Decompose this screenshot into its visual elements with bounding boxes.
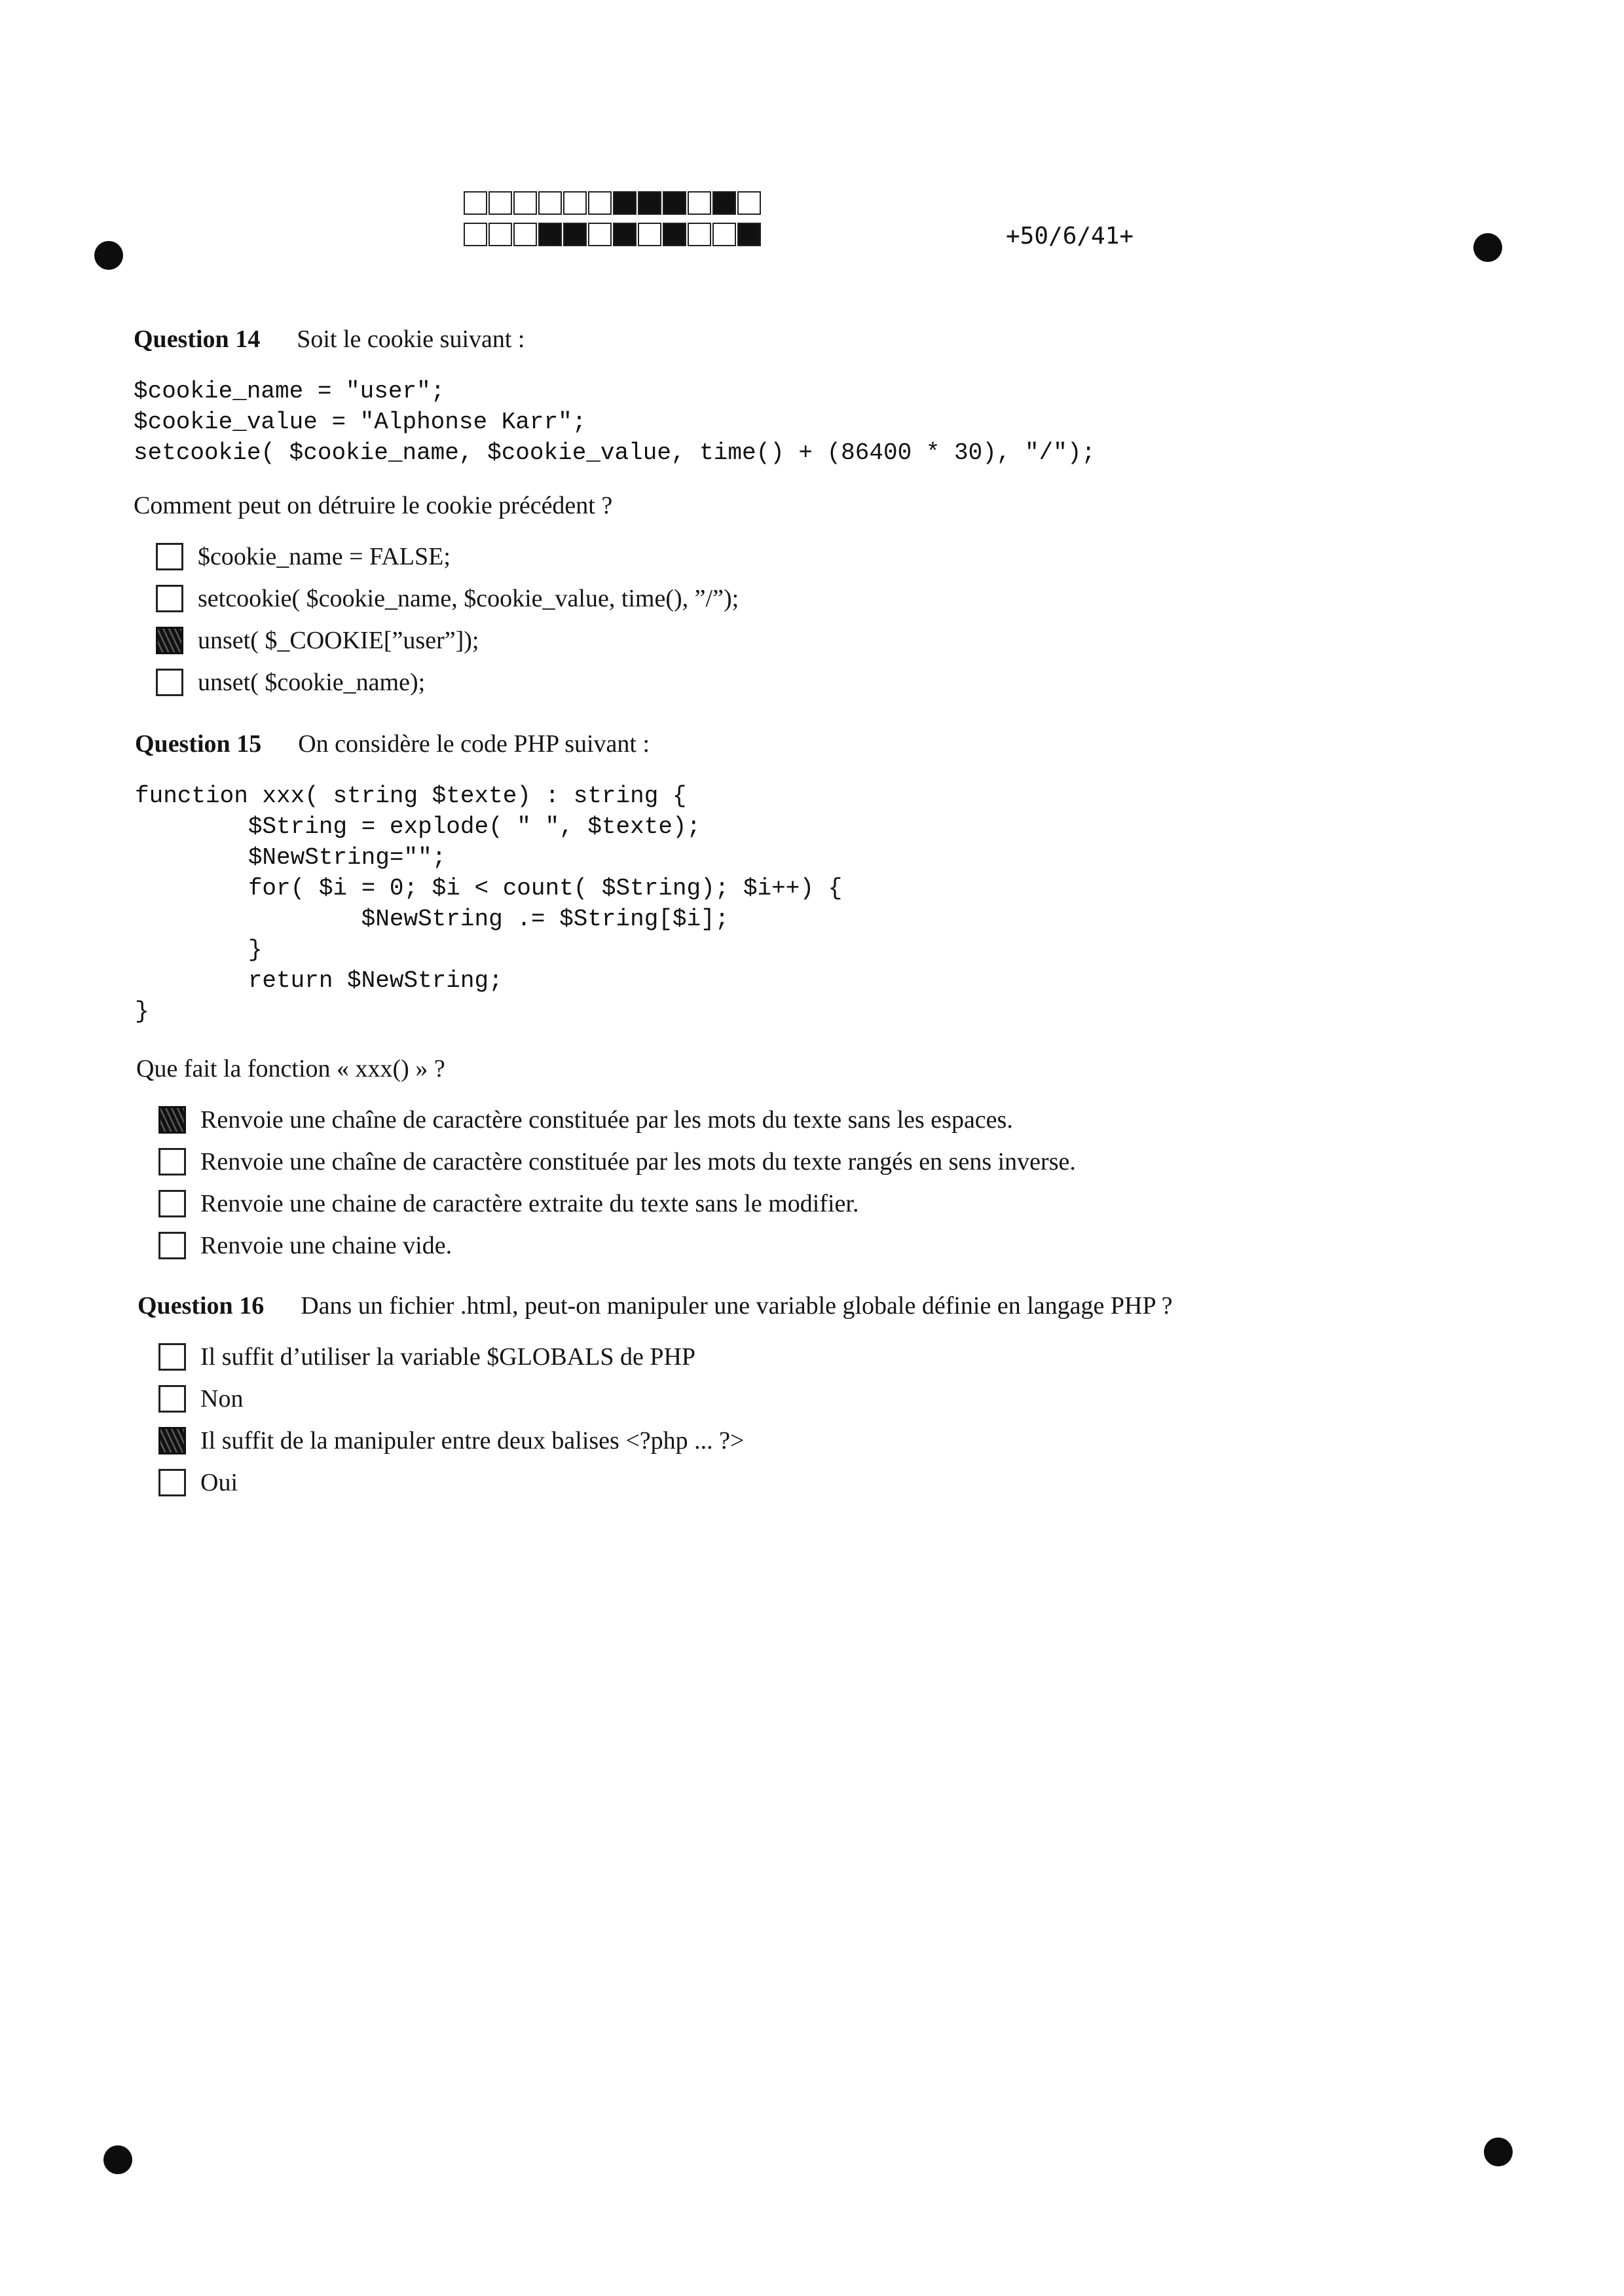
question-16-choice-4[interactable] [158, 1468, 238, 1497]
page-code-bottom-cell [663, 223, 686, 246]
page-code-bottom-cell [538, 223, 562, 246]
page-code-bottom-cell [588, 223, 612, 246]
question-14-choice-2[interactable] [156, 584, 739, 613]
page-code-top-cell [688, 191, 711, 215]
question-label: Question 15 [135, 730, 262, 758]
choice-label: unset( $cookie_name); [198, 669, 426, 696]
choice-label: Renvoie une chaîne de caractère constituée par les mots du texte sans les espaces. [200, 1106, 1013, 1134]
question-14-ask: Comment peut on détruire le cookie précédent ? [134, 492, 613, 519]
page-code-top-cell [613, 191, 637, 215]
choice-label: Non [200, 1385, 244, 1413]
page-code-top-cell [563, 191, 587, 215]
question-14-code: $cookie_name = "user"; $cookie_value = "Alphonse Karr"; setcookie( $cookie_name, $cookie_value, time() + (86400 * 30), "/"); [134, 378, 1096, 466]
question-prompt: Dans un fichier .html, peut-on manipuler une variable globale définie en langage PHP ? [301, 1292, 1173, 1320]
question-16-choice-3[interactable] [158, 1426, 744, 1455]
question-14-choice-4[interactable] [156, 668, 425, 697]
choice-label: setcookie( $cookie_name, $cookie_value, time(), ”/”); [198, 585, 739, 612]
page-code-bottom-cell [712, 223, 736, 246]
question-15-heading [135, 730, 650, 758]
page-code-top-cell [638, 191, 661, 215]
page-code-top-cell [663, 191, 686, 215]
registration-mark-top-right [1473, 233, 1502, 262]
page-identifier: +50/6/41+ [1006, 223, 1134, 250]
page-code-top-cell [464, 191, 487, 215]
question-14-choice-1[interactable] [156, 542, 451, 571]
registration-mark-bottom-right [1484, 2138, 1513, 2166]
question-label: Question 16 [138, 1292, 265, 1320]
question-14-choice-3[interactable] [156, 626, 479, 655]
choice-label: Oui [200, 1469, 238, 1496]
answer-checkbox[interactable] [158, 1190, 186, 1217]
question-15-choice-3[interactable] [158, 1189, 858, 1218]
question-15-choice-4[interactable] [158, 1231, 452, 1260]
page-code-top-cell [588, 191, 612, 215]
question-16-choice-1[interactable] [158, 1342, 695, 1371]
page-code-bottom-cell [464, 223, 487, 246]
question-15-ask: Que fait la fonction « xxx() » ? [136, 1055, 445, 1083]
page-code-bottom-cell [638, 223, 661, 246]
registration-mark-bottom-left [103, 2145, 132, 2174]
page-code-bottom-cell [489, 223, 512, 246]
page-code-bottom-row [464, 223, 762, 246]
answer-checkbox[interactable] [158, 1427, 186, 1454]
question-prompt: Soit le cookie suivant : [297, 325, 525, 353]
answer-checkbox[interactable] [156, 585, 183, 612]
registration-mark-top-left [94, 241, 123, 270]
choice-label: unset( $_COOKIE[”user”]); [198, 627, 479, 654]
page-code-top-cell [513, 191, 537, 215]
answer-checkbox[interactable] [158, 1385, 186, 1413]
question-15-choice-1[interactable] [158, 1105, 1013, 1134]
choice-label: $cookie_name = FALSE; [198, 543, 451, 570]
question-15-choice-2[interactable] [158, 1147, 1076, 1176]
question-15-code: function xxx( string $texte) : string { $String = explode( " ", $texte); $NewString=""; for( $i = 0; $i < count( $String); $i++) { $NewString .= $String[$i]; } return $NewString; } [135, 783, 843, 1025]
page-code-top-cell [489, 191, 512, 215]
choice-label: Renvoie une chaine vide. [200, 1232, 452, 1259]
page-code-bottom-cell [513, 223, 537, 246]
page-code-top-cell [737, 191, 761, 215]
page-code-top-cell [538, 191, 562, 215]
page-code-top-row [464, 191, 762, 215]
choice-label: Il suffit d’utiliser la variable $GLOBALS de PHP [200, 1343, 696, 1371]
answer-checkbox[interactable] [158, 1106, 186, 1134]
choice-label: Renvoie une chaîne de caractère constituée par les mots du texte rangés en sens inverse. [200, 1148, 1076, 1176]
answer-checkbox[interactable] [158, 1469, 186, 1496]
page-code-bottom-cell [613, 223, 637, 246]
question-16-heading [138, 1291, 1173, 1320]
answer-checkbox[interactable] [158, 1148, 186, 1176]
choice-label: Renvoie une chaine de caractère extraite du texte sans le modifier. [200, 1190, 859, 1217]
answer-checkbox[interactable] [158, 1343, 186, 1371]
page-code-bottom-cell [737, 223, 761, 246]
page-code-bottom-cell [688, 223, 711, 246]
question-label: Question 14 [134, 325, 261, 353]
question-16-choice-2[interactable] [158, 1384, 243, 1413]
answer-checkbox[interactable] [156, 543, 183, 570]
answer-checkbox[interactable] [156, 669, 183, 696]
question-prompt: On considère le code PHP suivant : [298, 730, 650, 758]
answer-checkbox[interactable] [158, 1232, 186, 1259]
page-code-bottom-cell [563, 223, 587, 246]
answer-checkbox[interactable] [156, 627, 183, 654]
choice-label: Il suffit de la manipuler entre deux balises <?php ... ?> [200, 1427, 745, 1454]
question-14-heading [134, 325, 525, 354]
page-code-top-cell [712, 191, 736, 215]
